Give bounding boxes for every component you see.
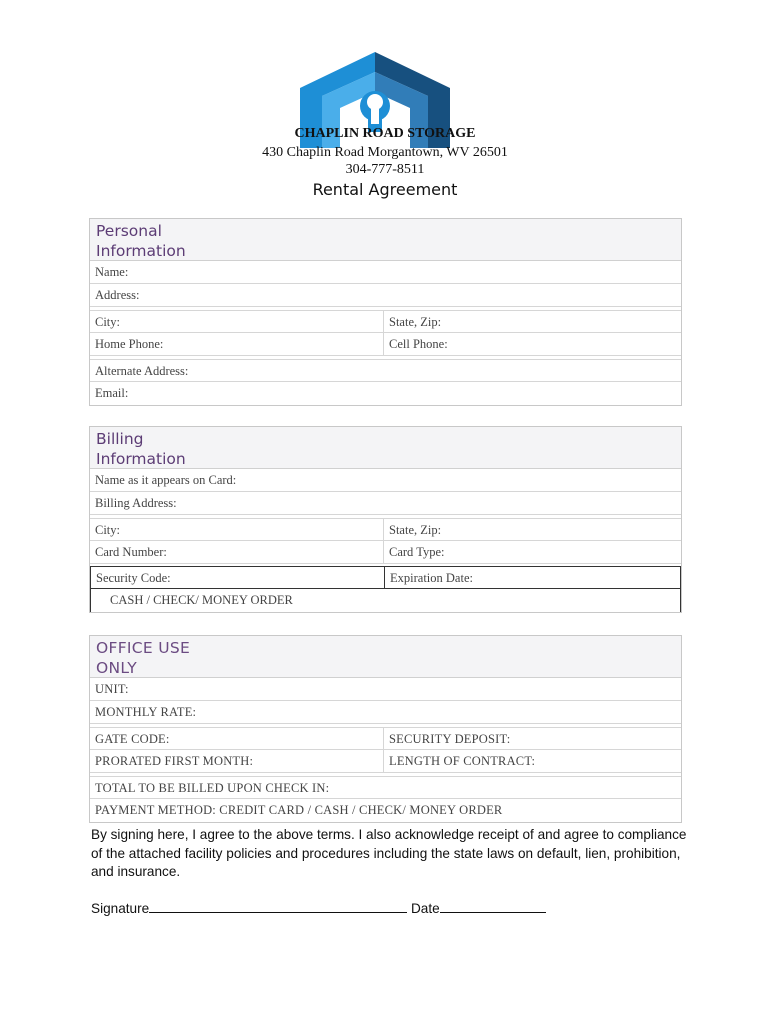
prorated-first-month-field[interactable]: PRORATED FIRST MONTH: — [90, 750, 384, 772]
name-label: Name: — [95, 265, 129, 279]
phone-row — [90, 333, 681, 356]
address-field[interactable] — [90, 284, 681, 307]
card-number-field[interactable]: Card Number: — [90, 541, 384, 563]
heading-line: Billing — [96, 430, 144, 448]
company-name: CHAPLIN ROAD STORAGE — [294, 126, 476, 141]
terms-text: By signing here, I agree to the above terms. I also acknowledge receipt of and agree to compliance of the attached facility policies and procedures including the state laws on default, lien, prohibition, and insurance. — [91, 827, 687, 879]
billing-address-label: Billing Address: — [95, 496, 177, 510]
signature-label: Signature — [91, 901, 150, 916]
name-on-card-field[interactable] — [90, 469, 681, 492]
payment-options-row — [90, 589, 681, 612]
monthly-rate-field[interactable] — [90, 701, 681, 724]
security-code-field[interactable]: Security Code: — [91, 567, 385, 588]
payment-method-label: PAYMENT METHOD: CREDIT CARD / CASH / CHECK/ MONEY ORDER — [95, 803, 503, 817]
signature-row — [91, 900, 546, 916]
card-type-field[interactable]: Card Type: — [389, 545, 445, 559]
monthly-rate-label: MONTHLY RATE: — [95, 705, 197, 719]
office-use-section — [89, 635, 682, 823]
gate-code-field[interactable]: GATE CODE: — [90, 728, 384, 749]
unit-field[interactable] — [90, 678, 681, 701]
payment-options-text: CASH / CHECK/ MONEY ORDER — [110, 593, 293, 607]
length-of-contract-field[interactable]: LENGTH OF CONTRACT: — [389, 754, 536, 768]
security-deposit-field[interactable]: SECURITY DEPOSIT: — [389, 732, 511, 746]
heading-line: Information — [96, 242, 186, 260]
alternate-address-field[interactable] — [90, 359, 681, 382]
company-address: 430 Chaplin Road Morgantown, WV 26501 — [262, 145, 508, 160]
card-row — [90, 541, 681, 564]
page-title: Rental Agreement — [312, 180, 458, 199]
billing-address-field[interactable] — [90, 492, 681, 515]
unit-label: UNIT: — [95, 682, 129, 696]
city-state-row — [90, 310, 681, 333]
billing-state-zip-field[interactable]: State, Zip: — [389, 523, 442, 537]
email-field[interactable] — [90, 382, 681, 405]
billing-information-heading — [90, 427, 681, 469]
expiration-date-field[interactable]: Expiration Date: — [390, 571, 473, 585]
city-field[interactable]: City: — [90, 311, 384, 332]
security-row — [90, 566, 681, 589]
keyhole-house-icon — [300, 50, 450, 160]
billing-city-field[interactable]: City: — [90, 519, 384, 540]
total-billed-field[interactable] — [90, 776, 681, 799]
home-phone-field[interactable]: Home Phone: — [90, 333, 384, 355]
heading-line: OFFICE USE — [96, 639, 191, 657]
personal-information-section — [89, 218, 682, 406]
date-label: Date — [410, 901, 440, 916]
billing-information-section — [89, 426, 682, 613]
alternate-address-label: Alternate Address: — [95, 364, 189, 378]
state-zip-field[interactable]: State, Zip: — [389, 315, 442, 329]
name-on-card-label: Name as it appears on Card: — [95, 473, 237, 487]
date-line[interactable] — [440, 900, 546, 913]
personal-information-heading — [90, 219, 681, 261]
email-label: Email: — [95, 386, 129, 400]
total-billed-label: TOTAL TO BE BILLED UPON CHECK IN: — [95, 781, 330, 795]
billing-city-state-row — [90, 518, 681, 541]
name-field[interactable] — [90, 261, 681, 284]
signature-line[interactable] — [149, 900, 407, 913]
company-phone: 304-777-8511 — [345, 162, 425, 177]
address-label: Address: — [95, 288, 140, 302]
heading-line: Personal — [96, 222, 162, 240]
payment-method-field[interactable] — [90, 799, 681, 822]
gate-deposit-row — [90, 727, 681, 750]
office-use-heading — [90, 636, 681, 678]
cell-phone-field[interactable]: Cell Phone: — [389, 337, 448, 351]
prorated-length-row — [90, 750, 681, 773]
heading-line: Information — [96, 450, 186, 468]
heading-line: ONLY — [96, 659, 138, 677]
